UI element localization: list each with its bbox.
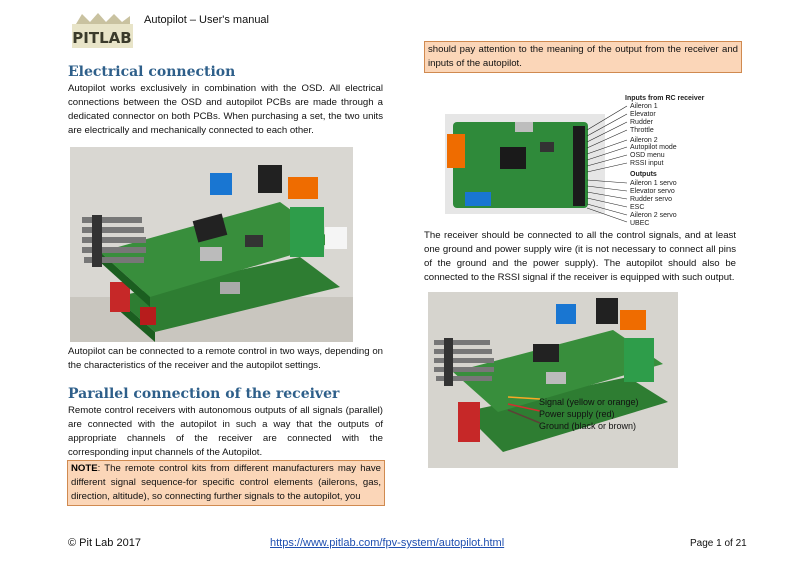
paragraph-receiver: The receiver should be connected to all the control signals, and at least one ground and power supply wire (it is not necessary to connect all pins of the ground and the power supply). The autopilot should also be connected to the RSSI signal if the receiver is equipped with such output. [424,230,736,283]
diagram-input-label: Aileron 1 [630,103,658,110]
autopilot-photo-stack [70,147,353,342]
autopilot-connection-diagram [445,92,710,227]
diagram-input-label: Aileron 2 [630,137,658,144]
note-label: NOTE [71,463,98,474]
diagram-output-label: Aileron 2 servo [630,212,677,219]
diagram-input-label: Autopilot mode [630,144,677,151]
header-title: Autopilot – User's manual [144,14,269,26]
autopilot-photo-wiring [428,292,678,468]
pitlab-logo [70,10,135,54]
wire-labels [539,396,639,432]
diagram-input-label: Rudder [630,119,653,126]
note-box-continued: should pay attention to the meaning of the output from the receiver and inputs of the autopilot. [424,41,742,73]
paragraph-electrical: Autopilot works exclusively in combination with the OSD. All electrical connections between the OSD and autopilot PCBs are made through a dedicated connector on both PCBs. When purchasing a set, the two units are electrically and mechanically connected to each other. [68,83,383,136]
footer-page-number: Page 1 of 21 [690,538,747,549]
diagram-input-label: Elevator [630,111,656,118]
diagram-output-label: Aileron 1 servo [630,180,677,187]
diagram-input-label: RSSI input [630,160,664,167]
logo-text: PITLAB [72,29,132,47]
diagram-output-label: Elevator servo [630,188,675,195]
wire-label-ground: Ground (black or brown) [539,421,637,431]
diagram-input-label: OSD menu [630,152,665,159]
footer-url-link[interactable]: https://www.pitlab.com/fpv-system/autopilot.html [270,537,505,549]
wire-label-power: Power supply (red) [539,409,615,419]
footer-copyright: © Pit Lab 2017 [68,537,141,549]
heading-electrical-connection: Electrical connection [68,64,236,80]
diagram-outputs-list [630,180,677,227]
diagram-output-label: UBEC [630,220,650,227]
paragraph-parallel: Remote control receivers with autonomous outputs of all signals (parallel) are connected with the autopilot in such a way that the outputs of appropriate channels of the receiver are connected with the corresponding input channels of the Autopilot. [68,405,383,458]
paragraph-two-ways: Autopilot can be connected to a remote control in two ways, depending on the characteristics of the receiver and the autopilot settings. [68,346,383,371]
note-box [67,460,385,506]
diagram-output-label: ESC [630,204,645,211]
wire-label-signal: Signal (yellow or orange) [539,397,639,407]
diagram-inputs-list [630,103,677,167]
diagram-output-label: Rudder servo [630,196,673,203]
diagram-inputs-title: Inputs from RC receiver [625,95,705,102]
heading-parallel-connection: Parallel connection of the receiver [68,386,340,402]
note-text: : The remote control kits from different manufacturers may have different signal sequence-for specific control elements (ailerons, gas, direction, altitude), so connecting further signals to the autopilot, you [71,463,381,502]
diagram-input-label: Throttle [630,127,654,134]
diagram-outputs-title: Outputs [630,171,657,178]
